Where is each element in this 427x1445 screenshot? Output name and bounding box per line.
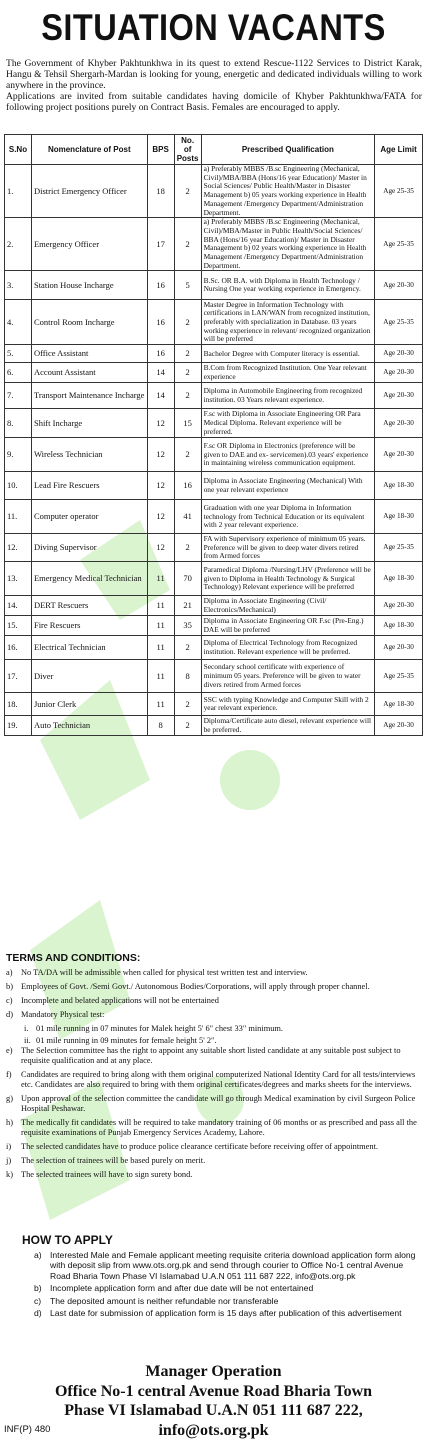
cell-qual: SSC with typing Knowledge and Computer Skill with 2 year relevant experience. <box>201 693 375 716</box>
table-header-row <box>5 135 423 165</box>
cell-post: Fire Rescuers <box>31 616 147 636</box>
cell-qual: Diploma/Certificate auto diesel, relevant experience will be preferred. <box>201 716 375 736</box>
cell-sno: 13. <box>5 562 32 596</box>
cell-posts: 70 <box>174 562 201 596</box>
term-subitem <box>6 1036 420 1046</box>
cell-post: Emergency Officer <box>31 218 147 271</box>
cell-bps: 11 <box>147 562 174 596</box>
cell-bps: 14 <box>147 383 174 409</box>
column-header: Age Limit <box>375 135 423 165</box>
footer-email: info@ots.org.pk <box>158 1421 269 1439</box>
jobs-table <box>4 134 423 736</box>
cell-age: Age 20-30 <box>375 438 423 472</box>
term-text: No TA/DA will be admissible when called for physical test written test and interview. <box>21 968 308 977</box>
cell-post: District Emergency Officer <box>31 165 147 218</box>
cell-age: Age 18-30 <box>375 616 423 636</box>
step-marker: a) <box>34 1250 42 1260</box>
cell-qual: Diploma in Associate Engineering (Civil/ Electronics/Mechanical) <box>201 596 375 616</box>
cell-age: Age 20-30 <box>375 716 423 736</box>
table-row <box>5 636 423 660</box>
cell-age: Age 18-30 <box>375 472 423 500</box>
cell-qual: a) Preferably MBBS /B.sc Engineering (Mechanical, Civil)/MBA/Master in Public Health/Social Sciences/ BBA (Hons/16 year Education)/ Master in Disaster Management b) 02 years working experience in Health Management /Emergency Department/Administration Department. <box>201 218 375 271</box>
term-item <box>6 996 420 1006</box>
step-text: Last date for submission of application form is 15 days after publication of this advertisement <box>50 1308 402 1319</box>
cell-bps: 11 <box>147 693 174 716</box>
intro-paragraph: Applications are invited from suitable candidates having domicile of Khyber Pakhtunkhwa/FATA for following project positions purely on Contract Basis. Females are encouraged to apply. <box>6 91 422 113</box>
term-marker: e) <box>6 1046 13 1055</box>
cell-sno: 18. <box>5 693 32 716</box>
cell-qual: F.sc OR Diploma in Electronics (preference will be given to DAE and ex- servicemen).03 years' experience in maintaining wireless communication equipment. <box>201 438 375 472</box>
cell-posts: 35 <box>174 616 201 636</box>
table-row <box>5 693 423 716</box>
cell-bps: 11 <box>147 616 174 636</box>
term-marker: f) <box>6 1070 12 1079</box>
cell-posts: 2 <box>174 218 201 271</box>
term-text: Employees of Govt. /Semi Govt./ Autonomous Bodies/Corporations, will apply through proper channel. <box>21 982 370 991</box>
cell-bps: 14 <box>147 363 174 383</box>
cell-age: Age 20-30 <box>375 345 423 363</box>
cell-posts: 2 <box>174 534 201 562</box>
term-marker: h) <box>6 1118 13 1127</box>
cell-sno: 2. <box>5 218 32 271</box>
cell-age: Age 18-30 <box>375 693 423 716</box>
table-row <box>5 409 423 438</box>
cell-qual: Diploma in Associate Engineering OR F.sc (Pre-Eng.) DAE will be preferred <box>201 616 375 636</box>
cell-posts: 2 <box>174 636 201 660</box>
cell-sno: 5. <box>5 345 32 363</box>
cell-post: DERT Rescuers <box>31 596 147 616</box>
term-marker: b) <box>6 982 13 991</box>
term-item <box>6 1156 420 1166</box>
cell-post: Account Assistant <box>31 363 147 383</box>
cell-bps: 18 <box>147 165 174 218</box>
cell-age: Age 20-30 <box>375 271 423 300</box>
table-row <box>5 345 423 363</box>
cell-posts: 2 <box>174 693 201 716</box>
cell-qual: F.sc with Diploma in Associate Engineering OR Para Medical Diploma. Relevant experience will be preferred. <box>201 409 375 438</box>
contact-footer <box>0 1362 427 1440</box>
cell-post: Computer operator <box>31 500 147 534</box>
cell-bps: 16 <box>147 300 174 345</box>
cell-post: Station House Incharge <box>31 271 147 300</box>
cell-posts: 2 <box>174 165 201 218</box>
cell-post: Shift Incharge <box>31 409 147 438</box>
term-item <box>6 1118 420 1138</box>
cell-sno: 6. <box>5 363 32 383</box>
cell-sno: 19. <box>5 716 32 736</box>
cell-bps: 12 <box>147 534 174 562</box>
term-text: The Selection committee has the right to appoint any suitable short listed candidate at any suitable post subject to requisite qualification and at any place. <box>21 1046 401 1065</box>
term-text: The medically fit candidates will be required to take mandatory training of 06 months or as prescribed and pass all the requisite examinations of Punjab Emergency Services Academy, Lahore. <box>21 1118 417 1137</box>
cell-post: Auto Technician <box>31 716 147 736</box>
how-to-apply-list <box>34 1250 418 1320</box>
table-row <box>5 562 423 596</box>
cell-qual: Diploma of Electrical Technology from Recognized institution. Relevant experience will be preferred. <box>201 636 375 660</box>
cell-post: Office Assistant <box>31 345 147 363</box>
term-item <box>6 1046 420 1066</box>
cell-sno: 4. <box>5 300 32 345</box>
cell-age: Age 25-35 <box>375 534 423 562</box>
term-text: The selected trainees will have to sign surety bond. <box>21 1170 193 1179</box>
cell-qual: B.Sc. OR B.A. with Diploma in Health Technology / Nursing One year working experience in Emergency. <box>201 271 375 300</box>
intro-text <box>6 58 422 113</box>
cell-posts: 8 <box>174 660 201 693</box>
cell-posts: 2 <box>174 438 201 472</box>
term-text: Mandatory Physical test: <box>21 1010 105 1019</box>
step-marker: c) <box>34 1295 42 1306</box>
step-text: Interested Male and Female applicant meeting requisite criteria download application form along with deposit slip from www.ots.org.pk and send through courier to Office No-1 central Avenue Road Bharia Town Phase VI Islamabad U.A.N 051 111 687 222, info@ots.org.pk <box>50 1250 416 1281</box>
cell-post: Junior Clerk <box>31 693 147 716</box>
table-row <box>5 363 423 383</box>
inf-code: INF(P) 480 <box>4 1424 51 1435</box>
table-row <box>5 438 423 472</box>
term-marker: c) <box>6 996 13 1005</box>
cell-posts: 16 <box>174 472 201 500</box>
subitem-text: 01 mile running in 09 minutes for female height 5' 2". <box>36 1036 217 1045</box>
how-to-apply-item <box>34 1283 418 1293</box>
column-header: No. of Posts <box>174 135 201 165</box>
subitem-marker: i. <box>24 1024 29 1033</box>
cell-sno: 12. <box>5 534 32 562</box>
cell-posts: 2 <box>174 363 201 383</box>
table-row <box>5 596 423 616</box>
cell-age: Age 25-35 <box>375 165 423 218</box>
cell-bps: 16 <box>147 271 174 300</box>
term-text: The selected candidates have to produce police clearance certificate before receiving offer of appointment. <box>21 1142 378 1151</box>
cell-bps: 12 <box>147 500 174 534</box>
cell-qual: B.Com from Recognized Institution. One Year relevant experience <box>201 363 375 383</box>
cell-posts: 41 <box>174 500 201 534</box>
cell-sno: 7. <box>5 383 32 409</box>
cell-bps: 12 <box>147 472 174 500</box>
term-text: Incomplete and belated applications will not be entertained <box>21 996 219 1005</box>
term-marker: i) <box>6 1142 12 1151</box>
cell-post: Electrical Technician <box>31 636 147 660</box>
cell-bps: 12 <box>147 409 174 438</box>
cell-sno: 17. <box>5 660 32 693</box>
table-row <box>5 660 423 693</box>
cell-age: Age 20-30 <box>375 596 423 616</box>
cell-qual: a) Preferably MBBS /B.sc Engineering (Mechanical, Civil)/MBA/BBA (Hons/16 year Education)/ Master in Social Sciences/ Public Health/Master in Disaster Management b) 05 years working experience in Health Management /Emergency Department/Administration Department. <box>201 165 375 218</box>
cell-sno: 3. <box>5 271 32 300</box>
cell-posts: 21 <box>174 596 201 616</box>
column-header: Nomenclature of Post <box>31 135 147 165</box>
table-row <box>5 616 423 636</box>
cell-sno: 16. <box>5 636 32 660</box>
how-to-apply-item <box>34 1250 418 1281</box>
cell-age: Age 25-35 <box>375 218 423 271</box>
cell-sno: 14. <box>5 596 32 616</box>
cell-age: Age 18-30 <box>375 500 423 534</box>
cell-bps: 11 <box>147 596 174 616</box>
term-text: Candidates are required to bring along with them original computerized National Identity Card for all tests/interviews etc. Candidates are also required to bring with them original certificates/degrees and marks sheets for the interviews. <box>21 1070 416 1089</box>
step-marker: d) <box>34 1308 42 1319</box>
subitem-marker: ii. <box>24 1036 31 1045</box>
cell-age: Age 25-35 <box>375 660 423 693</box>
cell-post: Diving Supervisor <box>31 534 147 562</box>
cell-bps: 11 <box>147 660 174 693</box>
cell-post: Diver <box>31 660 147 693</box>
cell-qual: Diploma in Associate Engineering (Mechanical) With one year relevant experience <box>201 472 375 500</box>
table-row <box>5 534 423 562</box>
cell-qual: Master Degree in Information Technology with certifications in LAN/WAN from recognized institution, preferably with specialization in Database. 03 years working experience in relevant/ recognized organization will be preferred <box>201 300 375 345</box>
cell-posts: 2 <box>174 300 201 345</box>
term-marker: d) <box>6 1010 13 1019</box>
table-row <box>5 271 423 300</box>
cell-qual: Paramedical Diploma /Nursing/LHV (Preference will be given to Diploma in Health Technology & Surgical Technology) Relevant experience will be preferred <box>201 562 375 596</box>
cell-post: Emergency Medical Technician <box>31 562 147 596</box>
cell-sno: 8. <box>5 409 32 438</box>
term-subitem <box>6 1024 420 1034</box>
term-marker: k) <box>6 1170 13 1179</box>
how-to-apply-item <box>34 1296 418 1306</box>
table-row <box>5 300 423 345</box>
cell-qual: FA with Supervisory experience of minimum 05 years. Preference will be given to deep water divers retired from Armed forces <box>201 534 375 562</box>
table-row <box>5 716 423 736</box>
cell-qual: Secondary school certificate with experience of minimum 05 years. Preference will be given to water divers retired from Armed forces <box>201 660 375 693</box>
term-item <box>6 968 420 978</box>
cell-bps: 12 <box>147 438 174 472</box>
cell-posts: 2 <box>174 716 201 736</box>
cell-qual: Diploma in Automobile Engineering from recognized institution. 03 Years relevant experience. <box>201 383 375 409</box>
term-marker: j) <box>6 1156 12 1165</box>
cell-post: Transport Maintenance Incharge <box>31 383 147 409</box>
step-text: The deposited amount is neither refundable nor transferable <box>50 1295 279 1306</box>
term-item <box>6 982 420 992</box>
subitem-text: 01 mile running in 07 minutes for Malek height 5' 6" chest 33" minimum. <box>36 1024 284 1033</box>
term-item <box>6 1094 420 1114</box>
term-marker: a) <box>6 968 13 977</box>
cell-sno: 9. <box>5 438 32 472</box>
cell-age: Age 18-30 <box>375 562 423 596</box>
how-to-apply-heading: HOW TO APPLY <box>22 1233 113 1247</box>
term-item <box>6 1142 420 1152</box>
cell-post: Control Room Incharge <box>31 300 147 345</box>
footer-line: Phase VI Islamabad U.A.N 051 111 687 222, <box>64 1402 363 1419</box>
term-item <box>6 1170 420 1180</box>
step-text: Incomplete application form and after due date will be not entertained <box>50 1283 314 1294</box>
cell-qual: Graduation with one year Diploma in Information technology from Technical Education or its equivalent with 2 year relevant experience. <box>201 500 375 534</box>
cell-bps: 16 <box>147 345 174 363</box>
cell-post: Wireless Technician <box>31 438 147 472</box>
cell-posts: 2 <box>174 345 201 363</box>
column-header: Prescribed Qualification <box>201 135 375 165</box>
footer-line: Office No-1 central Avenue Road Bharia Town <box>54 1382 373 1400</box>
intro-paragraph: The Government of Khyber Pakhtunkhwa in its quest to extend Rescue-1122 Services to District Karak, Hangu & Tehsil Shergarh-Mardan is looking for young, energetic and dedicated individuals willing to work anywhere in the province. <box>6 58 422 91</box>
page-title: SITUATION VACANTS <box>41 7 386 48</box>
cell-age: Age 20-30 <box>375 409 423 438</box>
term-text: The selection of trainees will be based purely on merit. <box>21 1156 206 1165</box>
cell-posts: 15 <box>174 409 201 438</box>
terms-heading: TERMS AND CONDITIONS: <box>6 952 141 964</box>
cell-sno: 15. <box>5 616 32 636</box>
step-marker: b) <box>34 1283 42 1294</box>
cell-age: Age 20-30 <box>375 363 423 383</box>
cell-age: Age 20-30 <box>375 636 423 660</box>
table-row <box>5 500 423 534</box>
cell-age: Age 25-35 <box>375 300 423 345</box>
cell-qual: Bachelor Degree with Computer literacy is essential. <box>201 345 375 363</box>
term-item <box>6 1010 420 1020</box>
footer-line: Manager Operation <box>145 1363 282 1380</box>
column-header: S.No <box>5 135 32 165</box>
cell-sno: 10. <box>5 472 32 500</box>
cell-posts: 2 <box>174 383 201 409</box>
table-row <box>5 472 423 500</box>
cell-sno: 11. <box>5 500 32 534</box>
term-item <box>6 1070 420 1090</box>
cell-bps: 17 <box>147 218 174 271</box>
table-row <box>5 218 423 271</box>
how-to-apply-item <box>34 1308 418 1318</box>
term-marker: g) <box>6 1094 13 1103</box>
cell-age: Age 20-30 <box>375 383 423 409</box>
terms-list <box>6 968 420 1184</box>
table-row <box>5 165 423 218</box>
cell-post: Lead Fire Rescuers <box>31 472 147 500</box>
table-row <box>5 383 423 409</box>
cell-sno: 1. <box>5 165 32 218</box>
term-text: Upon approval of the selection committee the candidate will go through Medical examination by civil Surgeon Police Hospital Peshawar. <box>21 1094 416 1113</box>
cell-bps: 11 <box>147 636 174 660</box>
column-header: BPS <box>147 135 174 165</box>
cell-posts: 5 <box>174 271 201 300</box>
cell-bps: 8 <box>147 716 174 736</box>
